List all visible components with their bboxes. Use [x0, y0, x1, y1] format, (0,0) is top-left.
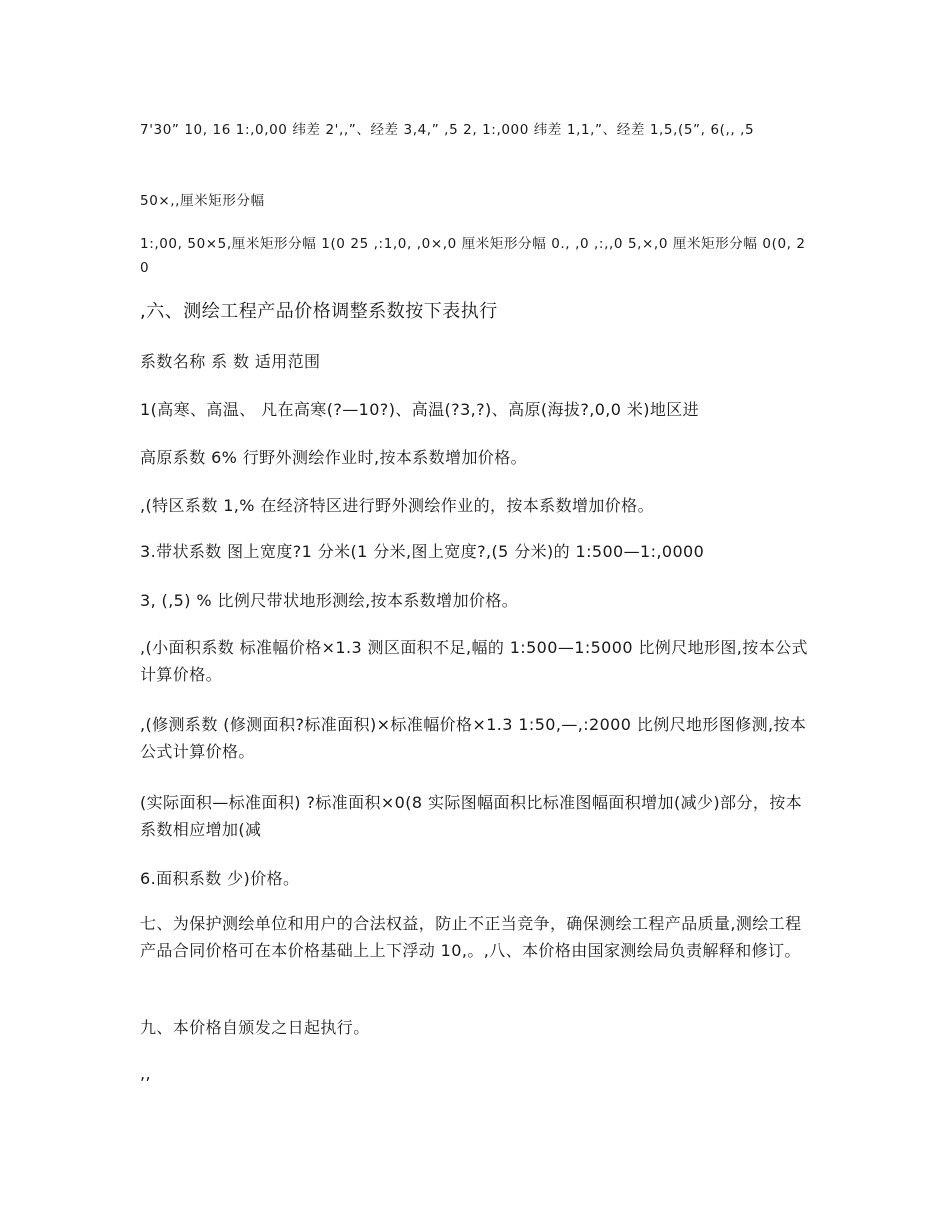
paragraph-rect-sheet-coefficients: 1:,00, 50×5,厘米矩形分幅 1(0 25 ,:1,0, ,0×,0 厘米矩形分幅 0., ,0 ,:,,0 5,×,0 厘米矩形分幅 0(0, 20: [140, 236, 806, 276]
paragraph-area-coefficient: 6.面积系数 少)价格。: [140, 869, 300, 888]
paragraph-coefficient-1: 1(高寒、高温、 凡在高寒(?—10?)、高温(?3,?)、高原(海拔?,0,0 米)地区进: [140, 400, 700, 419]
paragraph-small-area-coefficient: ,(小面积系数 标准幅价格×1.3 测区面积不足,幅的 1:500—1:5000 比例尺地形图,按本公式计算价格。: [140, 638, 808, 684]
paragraph-rect-sheet: 50×,,厘米矩形分幅: [140, 193, 265, 209]
paragraph-actual-area: (实际面积—标准面积) ?标准面积×0(8 实际图幅面积比标准图幅面积增加(减少)部分，按本系数相应增加(减: [140, 793, 803, 839]
section-seven-eight: 七、为保护测绘单位和用户的合法权益，防止不正当竞争，确保测绘工程产品质量,测绘工程产品合同价格可在本价格基础上上下浮动 10,。,八、本价格由国家测绘局负责解释和修订。: [140, 914, 802, 960]
paragraph-strip-coefficient: 3.带状系数 图上宽度?1 分米(1 分米,图上宽度?,(5 分米)的 1:500—1:,0000: [140, 542, 705, 561]
paragraph-revision-coefficient: ,(修测系数 (修测面积?标准面积)×标准幅价格×1.3 1:50,—,:2000 比例尺地形图修测,按本公式计算价格。: [140, 715, 807, 761]
section-heading-six: ,六、测绘工程产品价格调整系数按下表执行: [140, 301, 498, 322]
paragraph-special-zone-coefficient: ,(特区系数 1,% 在经济特区进行野外测绘作业的，按本系数增加价格。: [140, 496, 654, 515]
paragraph-map-sheet-scale: 7'30” 10, 16 1:,0,00 纬差 2',,”、经差 3,4,” ,5 2, 1:,000 纬差 1,1,”、经差 1,5,(5”, 6(,, ,5: [140, 122, 755, 138]
section-nine: 九、本价格自颁发之日起执行。: [140, 1018, 370, 1037]
paragraph-strip-coefficient-cont: 3, (,5) % 比例尺带状地形测绘,按本系数增加价格。: [140, 591, 519, 610]
trailing-marks: ,,: [140, 1064, 151, 1083]
paragraph-plateau-coefficient: 高原系数 6% 行野外测绘作业时,按本系数增加价格。: [140, 448, 528, 467]
table-header-row: 系数名称 系 数 适用范围: [140, 352, 321, 371]
